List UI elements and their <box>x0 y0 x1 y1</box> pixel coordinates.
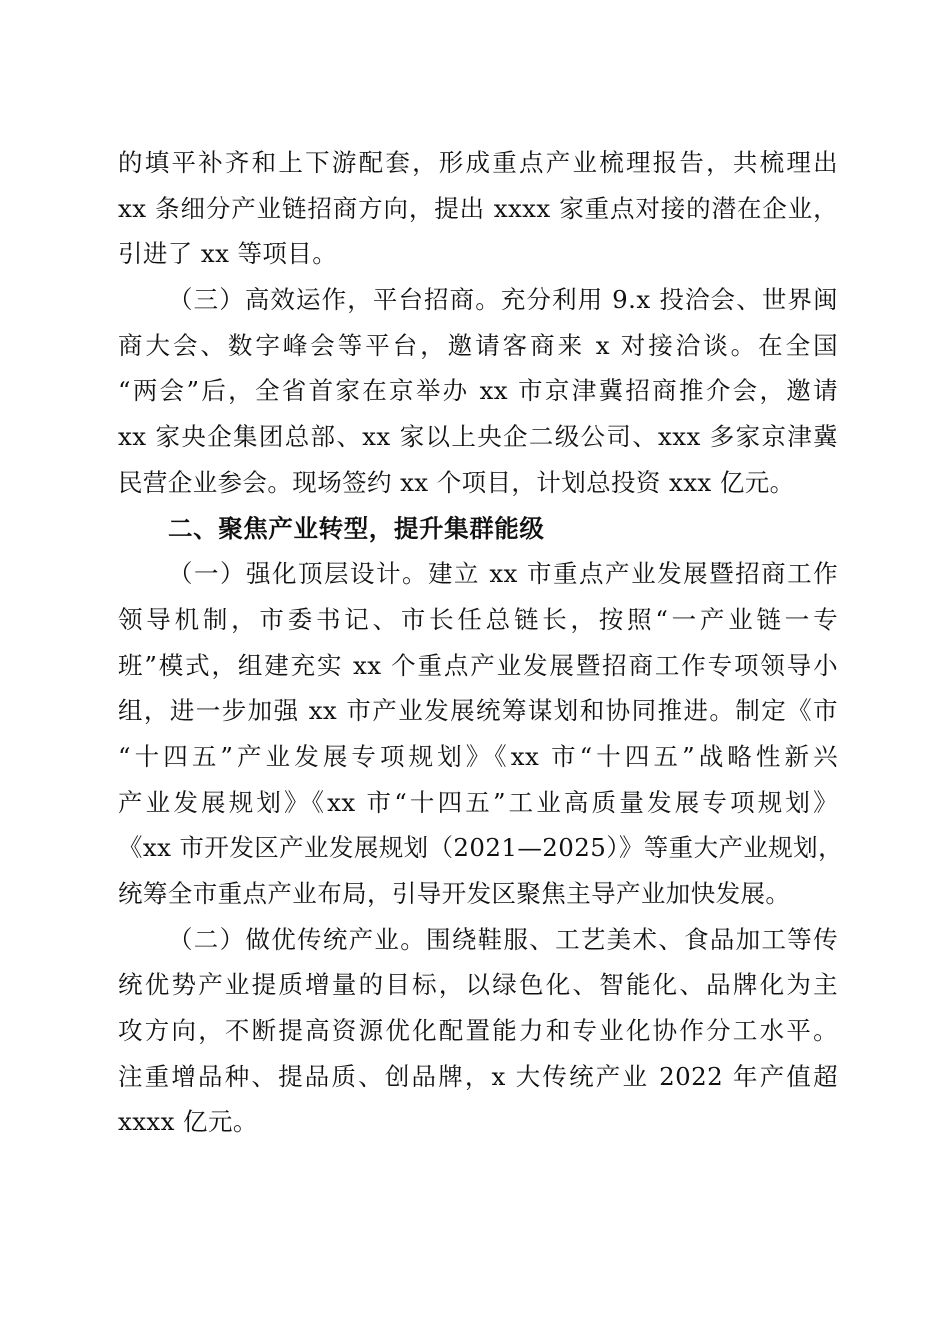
text-line: 组，进一步加强 xx 市产业发展统筹谋划和协同推进。制定《市 <box>118 696 838 726</box>
paragraph-lead: （二）做优传统产业。 <box>168 924 427 954</box>
text-line <box>118 917 838 963</box>
text-line: xx 条细分产业链招商方向，提出 xxxx 家重点对接的潜在企业， <box>118 193 838 223</box>
text-line: 统优势产业提质增量的目标，以绿色化、智能化、品牌化为主 <box>118 970 838 1000</box>
paragraph-platform-investment <box>118 277 838 505</box>
text-line: “两会”后，全省首家在京举办 xx 市京津冀招商推介会，邀请 <box>118 376 838 406</box>
text-line: 民营企业参会。现场签约 xx 个项目，计划总投资 xxx 亿元。 <box>118 467 795 497</box>
text-line: 《xx 市开发区产业发展规划（2021—2025）》等重大产业规划， <box>118 833 843 863</box>
text-line: 产业发展规划》《xx 市“十四五”工业高质量发展专项规划》 <box>118 787 838 817</box>
text-line: 引进了 xx 等项目。 <box>118 239 338 269</box>
paragraph-top-level-design <box>118 551 843 917</box>
text-line <box>118 277 838 323</box>
text-line: “十四五”产业发展专项规划》《xx 市“十四五”战略性新兴 <box>118 741 838 771</box>
section-heading: 二、聚焦产业转型，提升集群能级 <box>168 513 545 543</box>
text-line: 统筹全市重点产业布局，引导开发区聚焦主导产业加快发展。 <box>118 879 791 908</box>
paragraph-lead: （一）强化顶层设计。 <box>168 559 429 589</box>
text-line <box>118 551 838 597</box>
text-segment: 充分利用 9.x 投洽会、世界闽 <box>500 285 839 315</box>
text-segment: 建立 xx 市重点产业发展暨招商工作 <box>428 559 838 589</box>
paragraph-industry-chain <box>118 140 838 277</box>
document-page <box>118 140 843 1145</box>
text-line: 商大会、数字峰会等平台，邀请客商来 x 对接洽谈。在全国 <box>118 330 838 360</box>
paragraph-lead: （三）高效运作，平台招商。 <box>168 285 501 315</box>
text-line: 注重增品种、提品质、创品牌，x 大传统产业 2022 年产值超 <box>118 1061 838 1091</box>
text-line: xx 家央企集团总部、xx 家以上央企二级公司、xxx 多家京津冀 <box>118 422 838 452</box>
text-line: 领导机制，市委书记、市长任总链长，按照“一产业链一专 <box>118 604 838 634</box>
text-line: 的填平补齐和上下游配套，形成重点产业梳理报告，共梳理出 <box>118 148 838 177</box>
text-line: 班”模式，组建充实 xx 个重点产业发展暨招商工作专项领导小 <box>118 650 838 680</box>
text-line: 攻方向，不断提高资源优化配置能力和专业化协作分工水平。 <box>118 1016 838 1046</box>
paragraph-traditional-industry <box>118 917 838 1145</box>
text-segment: 围绕鞋服、工艺美术、食品加工等传 <box>426 924 839 954</box>
text-line: xxxx 亿元。 <box>118 1107 258 1137</box>
